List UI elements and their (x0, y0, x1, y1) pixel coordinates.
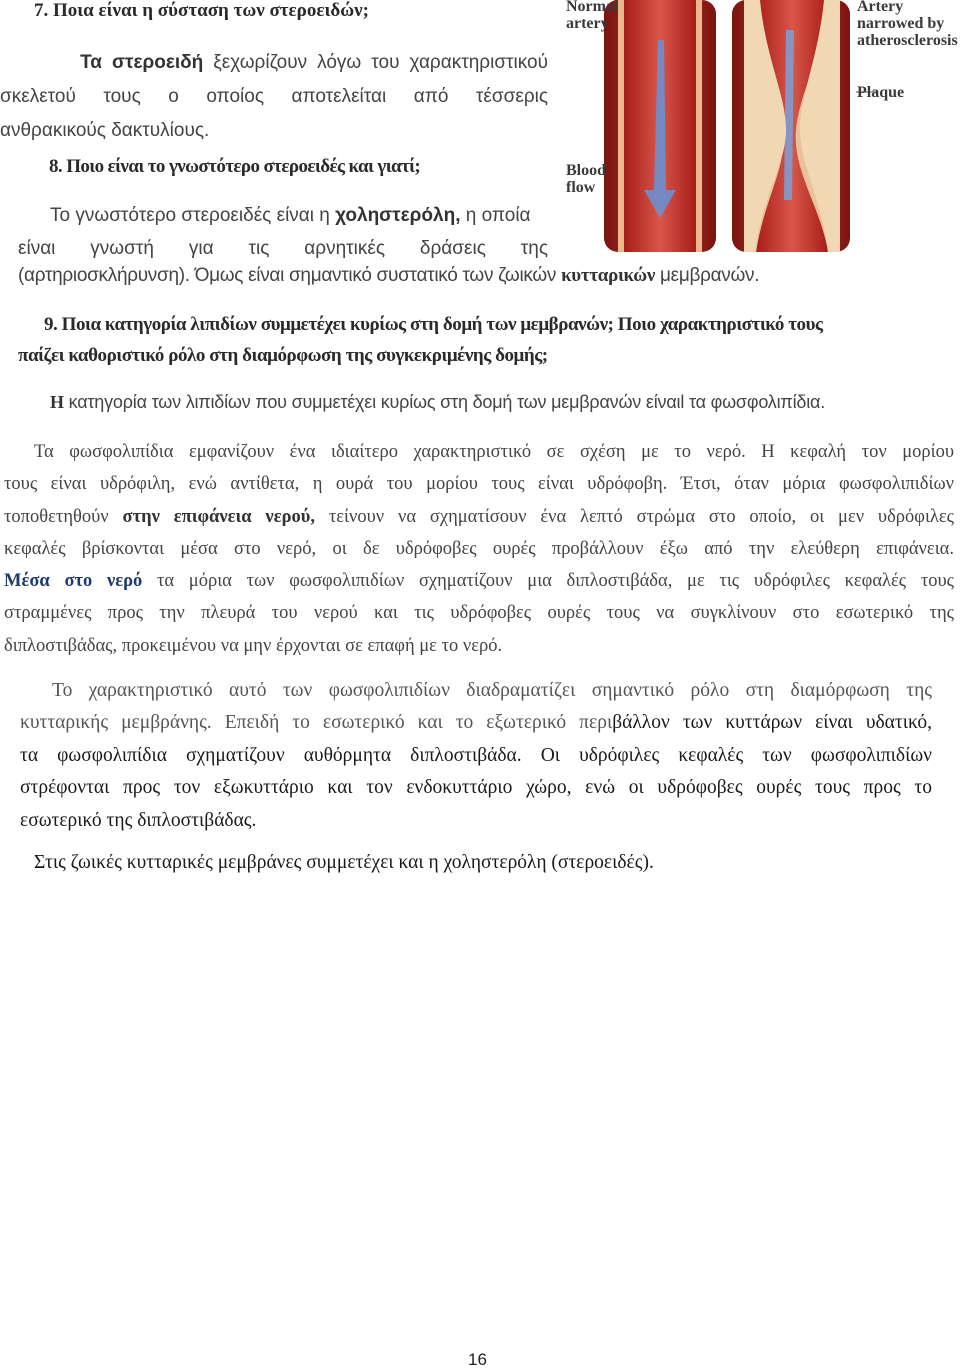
question-9-heading-line-2: παίζει καθοριστικό ρόλο στη διαμόρφωση της συγκεκριμένης δομής; (18, 345, 548, 366)
q8-line-1-a: Το γνωστότερο στεροειδές είναι η (50, 205, 336, 226)
q8-line-3-a: (αρτηριοσκλήρυνση). Όμως είναι σημαντικό συστατικό των ζωικών (18, 265, 562, 286)
question-7-answer (0, 46, 548, 148)
q9-on-water-surface-bold: στην επιφάνεια νερού, (122, 506, 315, 527)
q8-answer-line-3 (18, 265, 759, 287)
q9-p3-line-2-a: κυτταρικής μεμβράνης. Επειδή το εσωτερικό και το εξωτερικό περι (20, 712, 613, 734)
question-9-heading-line-1: 9. Ποια κατηγορία λιπιδίων συμμετέχει κυρίως στη δομή των μεμβρανών; Ποιο χαρακτηριστικό τους (44, 314, 823, 335)
q9-paragraph-3 (20, 675, 932, 837)
q9-answer-tail: l τα φωσφολιπίδια. (680, 392, 826, 412)
q8-answer-line-2: είναι γνωστή για τις αρνητικές δράσεις της (18, 238, 548, 259)
q9-paragraph-2 (4, 436, 954, 662)
q7-answer-line-1 (0, 46, 548, 80)
label-normal-artery: Normal artery (566, 0, 619, 32)
q9-p2-line-1: Τα φωσφολιπίδια εμφανίζουν ένα ιδιαίτερο χαρακτηριστικό σε σχέση με το νερό. Η κεφαλή τον μορίου (34, 442, 954, 462)
q9-p3-line-2 (20, 707, 932, 739)
question-7-heading: 7. Ποια είναι η σύσταση των στεροειδών; (34, 0, 369, 21)
q9-answer-bold: Η (50, 392, 64, 412)
q9-paragraph-4: Στις ζωικές κυτταρικές μεμβράνες συμμετέχει και η χοληστερόλη (στεροειδές). (34, 852, 654, 873)
q9-p2-line-2: τους είναι υδρόφιλη, ενώ αντίθετα, η ουρά του μορίου τους είναι υδρόφοβη. Έτσι, όταν μόρια φωσφολιπιδίων (4, 474, 954, 495)
normal-artery-shape (604, 0, 716, 252)
artery-figure (560, 0, 960, 256)
question-8-answer (18, 199, 548, 265)
narrowed-artery-shape (732, 0, 850, 252)
q9-p3-line-3-a: τα φωσφολιπίδια σχηματίζουν αυθόρμητα διπλοστιβάδα. (20, 744, 522, 766)
q7-answer-line-2: σκελετού τους ο οποίος αποτελείται από τέσσερις (0, 86, 548, 107)
q9-p2-line-3-a: τοποθετηθούν (4, 506, 123, 527)
q9-answer-rest: κατηγορία των λιπιδίων που συμμετέχει κυρίως στη δομή των μεμβρανών είναι (63, 392, 681, 412)
q9-p3-line-3-b: Οι υδρόφιλες κεφαλές των φωσφολιπιδίων (521, 744, 933, 766)
q8-cholesterol-bold: χοληστερόλη, (335, 205, 461, 226)
q9-p2-line-5 (4, 565, 954, 597)
q9-p3-line-2-b: βάλλον των κυττάρων είναι υδατικό, (612, 712, 932, 734)
q9-p3-line-5: εσωτερικό της διπλοστιβάδας. (20, 809, 257, 831)
q9-p2-line-3-b: τείνουν να σχηματίσουν ένα λεπτό στρώμα στο οποίο, οι μεν υδρόφιλες (314, 506, 954, 527)
q9-answer-first-line (50, 392, 825, 413)
label-blood-flow: Blood flow (566, 162, 607, 196)
q9-p2-line-4: κεφαλές βρίσκονται μέσα στο νερό, οι δε υδρόφοβες ουρές προβάλλουν έξω από την ελεύθερη επιφάνεια. (4, 538, 954, 559)
q7-answer-line-3: ανθρακικούς δακτυλίους. (0, 120, 210, 141)
q9-p3-line-4: στρέφονται προς τον εξωκυττάριο και τον ενδοκυττάριο χώρο, ενώ οι υδρόφοβες ουρές τους προς το (20, 777, 932, 799)
label-narrowed-artery: Artery narrowed by atherosclerosis (857, 0, 958, 49)
q9-p2-line-6: στραμμένες προς την πλευρά του νερού και τις υδρόφοβες ουρές τους να συγκλίνουν στο εσωτερικό της (4, 603, 954, 624)
q7-steroids-bold: Τα στεροειδή (80, 52, 204, 73)
q8-line-1-b: η οποία (460, 205, 531, 226)
q9-p3-line-1: Το χαρακτηριστικό αυτό των φωσφολιπιδίων διαδραματίζει σημαντικό ρόλο στη διαμόρφωση της (52, 680, 932, 701)
q8-line-3-b: μεμβρανών. (655, 265, 760, 286)
q9-p2-line-5-rest: τα μόρια των φωσφολιπιδίων σχηματίζουν μια διπλοστιβάδα, με τις υδρόφιλες κεφαλές τους (142, 571, 954, 592)
label-plaque: Plaque (857, 84, 905, 101)
q8-cellular-bold: κυτταρικών (561, 265, 656, 286)
q9-p3-line-3 (20, 740, 932, 772)
q8-answer-line-1 (18, 199, 548, 232)
page-number: 16 (468, 1350, 487, 1369)
question-8-heading: 8. Ποιο είναι το γνωστότερο στεροειδές και γιατί; (49, 156, 421, 177)
q9-in-water-bold: Μέσα στο νερό (4, 571, 143, 592)
q9-p2-line-7: διπλοστιβάδας, προκειμένου να μην έρχονται σε επαφή με το νερό. (4, 635, 503, 656)
q7-answer-line-1-text: ξεχωρίζουν λόγω του χαρακτηριστικού (203, 52, 549, 73)
q9-p2-line-3 (4, 501, 954, 533)
